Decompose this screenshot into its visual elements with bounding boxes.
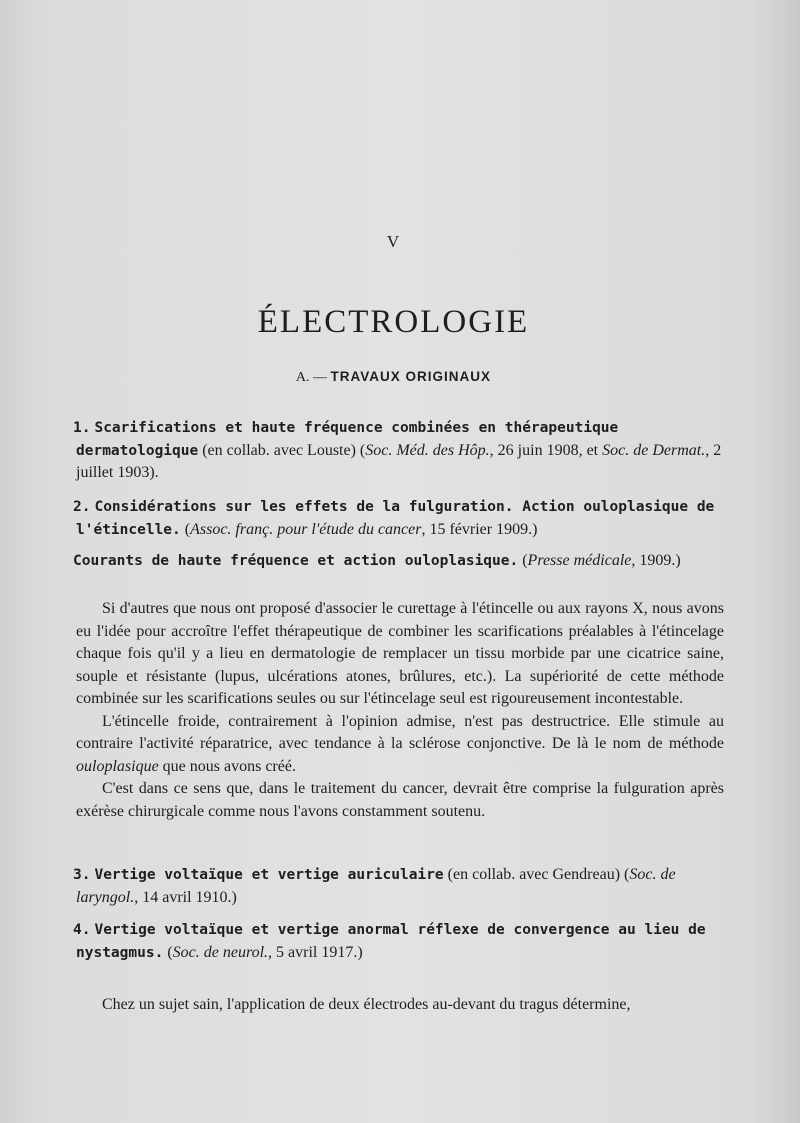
paragraph-2: L'étincelle froide, contrairement à l'opinion admise, n'est pas destructrice. Elle stimule au contraire l'activité réparatrice, avec tendance à la sclérose conjonctive. De là le nom de méthode ouloplasique que nous avons créé. (76, 712, 724, 775)
entry-number: 1. (73, 420, 91, 436)
section-letter: A. — (295, 370, 328, 385)
paragraph-1: Si d'autres que nous ont proposé d'associer le curettage à l'étincelle ou aux rayons X, nous avons eu l'idée pour accroître l'effet thérapeutique de combiner les scarifications préalables à l'étincelage chaque fois qu'il y a lieu en dermatologie de remplacer un tissu morbide par une cicatrice saine, souple et résistante (lupus, ulcérations atones, brûlures, etc.). La supériorité de cette méthode combinée sur les scarifications seules ou sur l'étincelage seul est rigoureusement incontestable. (76, 600, 724, 707)
bibliography-entry-unnumbered (73, 550, 724, 573)
body-text (76, 598, 724, 823)
section-heading (0, 369, 787, 386)
section-label: TRAVAUX ORIGINAUX (330, 369, 492, 384)
entry-reference: (Presse médicale, 1909.) (518, 552, 681, 569)
entry-reference: (Assoc. franç. pour l'étude du cancer, 15 février 1909.) (180, 520, 538, 538)
entry-number: 3. (73, 867, 91, 883)
entry-title: Considérations sur les effets de la fulguration. Action ouloplasique de l'étincelle. (76, 499, 715, 538)
entry-reference: (en collab. avec Gendreau) (Soc. de laryngol., 14 avril 1910.) (76, 866, 676, 906)
paragraph-3: C'est dans ce sens que, dans le traitement du cancer, devrait être comprise la fulguration après exérèse chirurgicale comme nous l'avons constamment soutenu. (76, 780, 724, 820)
bibliography-entry-3 (73, 864, 724, 909)
entry-title: Courants de haute fréquence et action ouloplasique. (73, 553, 519, 569)
entry-title: Vertige voltaïque et vertige anormal réflexe de convergence au lieu de nystagmus. (76, 922, 706, 961)
entry-number: 4. (73, 922, 91, 938)
chapter-number: V (386, 232, 401, 251)
entry-reference: (en collab. avec Louste) (Soc. Méd. des Hôp., 26 juin 1908, et Soc. de Dermat., 2 juillet 1903). (76, 441, 722, 481)
entry-reference: (Soc. de neurol., 5 avril 1917.) (163, 943, 363, 961)
body-text-continued (76, 994, 724, 1017)
entry-number: 2. (73, 499, 91, 515)
bibliography-entry-2 (73, 496, 724, 541)
bibliography-entry-1 (73, 417, 724, 485)
entry-title: Vertige voltaïque et vertige auriculaire (94, 867, 444, 883)
bibliography-entry-4 (73, 919, 724, 964)
chapter-title: ÉLECTROLOGIE (257, 304, 530, 341)
paragraph-4: Chez un sujet sain, l'application de deux électrodes au-devant du tragus détermine, (102, 996, 631, 1013)
entry-title: Scarifications et haute fréquence combinées en thérapeutique dermatologique (76, 420, 619, 459)
